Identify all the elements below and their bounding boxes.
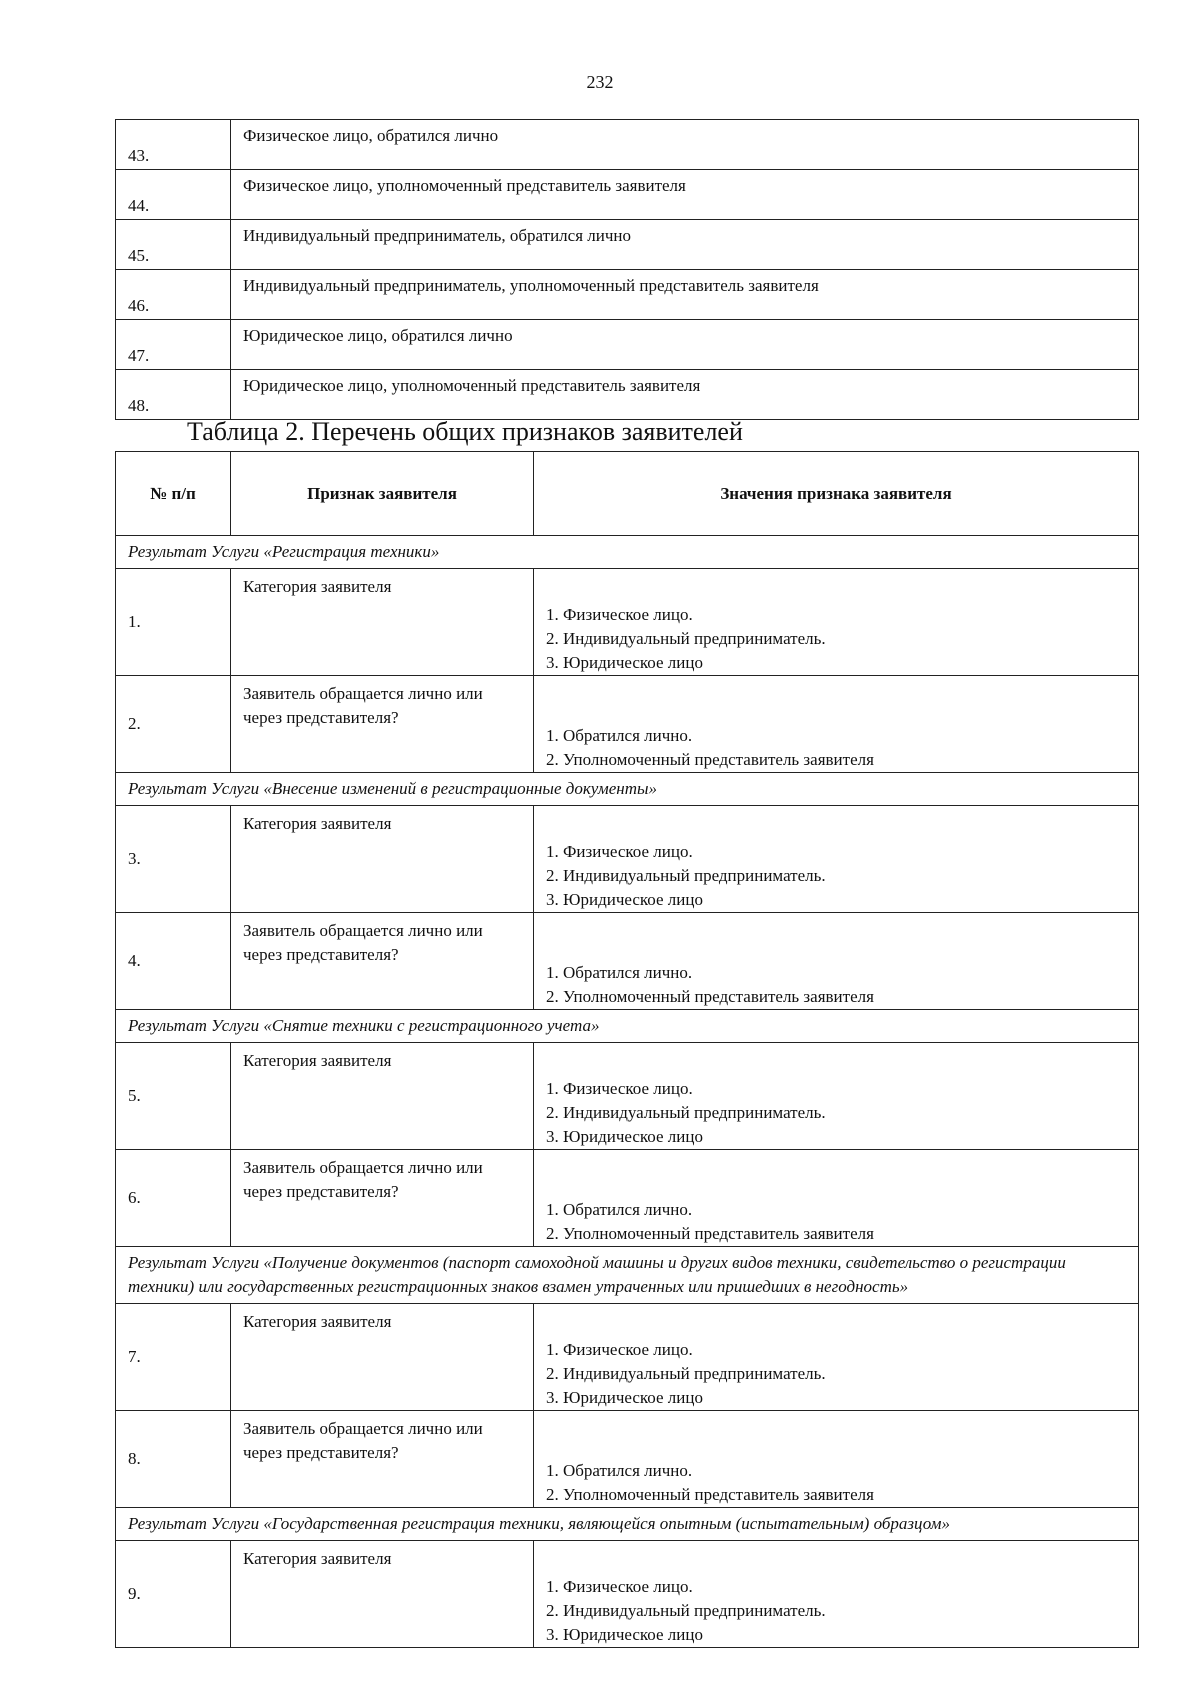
row-number: 45.	[116, 220, 231, 270]
attribute-values	[534, 1411, 1139, 1508]
row-number: 2.	[116, 676, 231, 773]
value-item: 2. Индивидуальный предприниматель.	[546, 1364, 826, 1383]
table-row	[116, 120, 1139, 170]
row-number: 4.	[116, 913, 231, 1010]
row-number: 8.	[116, 1411, 231, 1508]
column-header-number: № п/п	[116, 452, 231, 536]
row-number: 7.	[116, 1304, 231, 1411]
table-row	[116, 676, 1139, 773]
value-item: 3. Юридическое лицо	[546, 653, 703, 672]
attribute-values	[534, 806, 1139, 913]
attribute-name: Категория заявителя	[231, 1043, 534, 1150]
table-row	[116, 220, 1139, 270]
attribute-name: Категория заявителя	[231, 1304, 534, 1411]
applicant-attributes-table-body	[116, 536, 1139, 1648]
table-row	[116, 569, 1139, 676]
section-title: Результат Услуги «Снятие техники с регистрационного учета»	[116, 1010, 1139, 1043]
row-text: Физическое лицо, обратился лично	[231, 120, 1139, 170]
value-item: 3. Юридическое лицо	[546, 1625, 703, 1644]
row-number: 9.	[116, 1541, 231, 1648]
attribute-values	[534, 1150, 1139, 1247]
attribute-values	[534, 1541, 1139, 1648]
table-row	[116, 270, 1139, 320]
section-row	[116, 1010, 1139, 1043]
attribute-name: Заявитель обращается лично или через представителя?	[231, 1150, 534, 1247]
row-text: Индивидуальный предприниматель, уполномоченный представитель заявителя	[231, 270, 1139, 320]
section-row	[116, 1247, 1139, 1304]
applicant-attributes-table	[115, 451, 1139, 1648]
row-number: 43.	[116, 120, 231, 170]
table-row	[116, 1304, 1139, 1411]
value-item: 2. Индивидуальный предприниматель.	[546, 1103, 826, 1122]
value-item: 1. Физическое лицо.	[546, 1079, 693, 1098]
table-header-row	[116, 452, 1139, 536]
value-item: 3. Юридическое лицо	[546, 890, 703, 909]
column-header-values: Значения признака заявителя	[534, 452, 1139, 536]
attribute-name: Заявитель обращается лично или через представителя?	[231, 1411, 534, 1508]
row-number: 1.	[116, 569, 231, 676]
table-row	[116, 1541, 1139, 1648]
section-row	[116, 1508, 1139, 1541]
row-number: 44.	[116, 170, 231, 220]
row-number: 48.	[116, 370, 231, 420]
section-title: Результат Услуги «Внесение изменений в регистрационные документы»	[116, 773, 1139, 806]
row-text: Юридическое лицо, обратился лично	[231, 320, 1139, 370]
value-item: 1. Физическое лицо.	[546, 1340, 693, 1359]
value-item: 2. Индивидуальный предприниматель.	[546, 629, 826, 648]
value-item: 1. Физическое лицо.	[546, 842, 693, 861]
attribute-values	[534, 569, 1139, 676]
attribute-name: Категория заявителя	[231, 806, 534, 913]
section-title: Результат Услуги «Получение документов (паспорт самоходной машины и других видов техники, свидетельство о регистрации техники) или государственных регистрационных знаков взамен утраченных или пришедших в негодность»	[116, 1247, 1139, 1304]
value-item: 2. Индивидуальный предприниматель.	[546, 1601, 826, 1620]
value-item: 1. Физическое лицо.	[546, 605, 693, 624]
attribute-name: Категория заявителя	[231, 1541, 534, 1648]
table-row	[116, 1043, 1139, 1150]
table-row	[116, 806, 1139, 913]
value-item: 2. Уполномоченный представитель заявителя	[546, 1224, 874, 1243]
attribute-name: Заявитель обращается лично или через представителя?	[231, 913, 534, 1010]
row-number: 5.	[116, 1043, 231, 1150]
section-title: Результат Услуги «Государственная регистрация техники, являющейся опытным (испытательным) образцом»	[116, 1508, 1139, 1541]
section-title: Результат Услуги «Регистрация техники»	[116, 536, 1139, 569]
table-row	[116, 170, 1139, 220]
section-row	[116, 773, 1139, 806]
applicant-variants-table	[115, 119, 1139, 420]
attribute-values	[534, 913, 1139, 1010]
row-text: Юридическое лицо, уполномоченный представитель заявителя	[231, 370, 1139, 420]
row-number: 47.	[116, 320, 231, 370]
value-item: 2. Уполномоченный представитель заявителя	[546, 987, 874, 1006]
value-item: 2. Индивидуальный предприниматель.	[546, 866, 826, 885]
table-row	[116, 1150, 1139, 1247]
table-row	[116, 913, 1139, 1010]
value-item: 2. Уполномоченный представитель заявителя	[546, 1485, 874, 1504]
attribute-values	[534, 676, 1139, 773]
value-item: 1. Обратился лично.	[546, 963, 693, 982]
value-item: 1. Физическое лицо.	[546, 1577, 693, 1596]
row-number: 6.	[116, 1150, 231, 1247]
table2-title: Таблица 2. Перечень общих признаков заявителей	[187, 417, 743, 446]
attribute-name: Категория заявителя	[231, 569, 534, 676]
value-item: 3. Юридическое лицо	[546, 1127, 703, 1146]
table-row	[116, 320, 1139, 370]
attribute-values	[534, 1043, 1139, 1150]
value-item: 1. Обратился лично.	[546, 1200, 693, 1219]
row-text: Физическое лицо, уполномоченный представитель заявителя	[231, 170, 1139, 220]
value-item: 1. Обратился лично.	[546, 1461, 693, 1480]
row-number: 3.	[116, 806, 231, 913]
row-number: 46.	[116, 270, 231, 320]
attribute-name: Заявитель обращается лично или через представителя?	[231, 676, 534, 773]
section-row	[116, 536, 1139, 569]
table-row	[116, 1411, 1139, 1508]
table-row	[116, 370, 1139, 420]
row-text: Индивидуальный предприниматель, обратился лично	[231, 220, 1139, 270]
column-header-attribute: Признак заявителя	[231, 452, 534, 536]
value-item: 2. Уполномоченный представитель заявителя	[546, 750, 874, 769]
attribute-values	[534, 1304, 1139, 1411]
page-number: 232	[586, 72, 614, 92]
applicant-variants-table-body	[116, 120, 1139, 420]
value-item: 1. Обратился лично.	[546, 726, 693, 745]
value-item: 3. Юридическое лицо	[546, 1388, 703, 1407]
